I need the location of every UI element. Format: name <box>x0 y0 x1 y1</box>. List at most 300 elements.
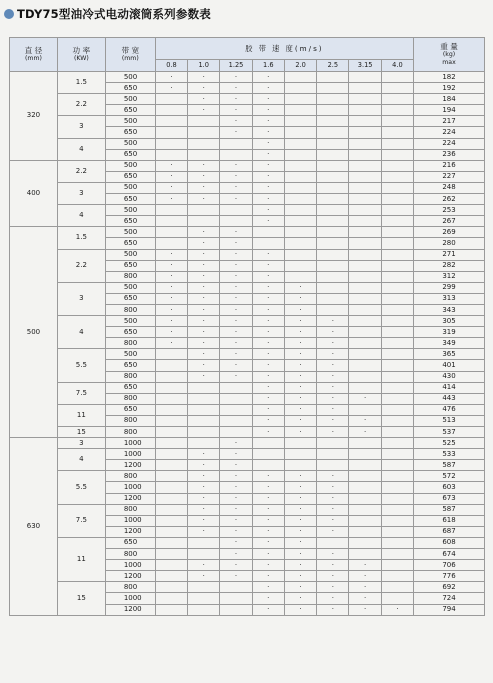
availability-dot: · <box>202 327 205 336</box>
width-cell: 800 <box>105 393 155 404</box>
speed-cell <box>381 282 413 293</box>
speed-cell <box>284 504 316 515</box>
width-cell: 650 <box>105 194 155 205</box>
power-cell: 7.5 <box>57 504 105 537</box>
availability-dot: · <box>267 360 270 369</box>
availability-dot: · <box>202 360 205 369</box>
speed-cell <box>188 216 220 227</box>
speed-cell <box>381 194 413 205</box>
availability-dot: · <box>364 593 367 602</box>
title-row <box>4 6 211 22</box>
diameter-cell: 500 <box>10 227 58 438</box>
speed-cell <box>284 482 316 493</box>
speed-cell <box>284 260 316 271</box>
availability-dot: · <box>170 338 173 347</box>
availability-dot: · <box>267 261 270 270</box>
speed-cell <box>188 316 220 327</box>
weight-cell: 192 <box>414 83 485 94</box>
speed-cell <box>381 249 413 260</box>
speed-cell <box>349 338 381 349</box>
availability-dot: · <box>299 427 302 436</box>
speed-cell <box>381 415 413 426</box>
availability-dot: · <box>170 172 173 181</box>
speed-cell <box>381 105 413 116</box>
speed-header-3: 1.6 <box>252 60 284 72</box>
speed-cell <box>381 382 413 393</box>
speed-cell <box>284 304 316 315</box>
availability-dot: · <box>267 505 270 514</box>
speed-cell <box>188 438 220 449</box>
speed-cell <box>220 138 252 149</box>
weight-cell: 365 <box>414 349 485 360</box>
width-cell: 650 <box>105 382 155 393</box>
availability-dot: · <box>299 349 302 358</box>
weight-cell: 776 <box>414 571 485 582</box>
speed-cell <box>349 72 381 83</box>
width-cell: 1000 <box>105 449 155 460</box>
speed-header-5: 2.5 <box>317 60 349 72</box>
header-diameter-unit: (mm) <box>25 55 42 63</box>
availability-dot: · <box>234 172 238 181</box>
availability-dot: · <box>299 383 302 392</box>
weight-cell: 587 <box>414 504 485 515</box>
page-title: TDY75型油冷式电动滚筒系列参数表 <box>17 7 211 21</box>
speed-cell <box>381 493 413 504</box>
weight-cell: 282 <box>414 260 485 271</box>
speed-cell <box>252 249 284 260</box>
speed-cell <box>349 549 381 560</box>
speed-cell <box>284 571 316 582</box>
speed-cell <box>284 127 316 138</box>
availability-dot: · <box>234 471 238 480</box>
speed-cell <box>188 482 220 493</box>
speed-cell <box>252 560 284 571</box>
speed-cell <box>188 382 220 393</box>
weight-cell: 673 <box>414 493 485 504</box>
speed-cell <box>381 338 413 349</box>
table-row <box>10 116 485 127</box>
speed-cell <box>220 371 252 382</box>
availability-dot: · <box>299 372 302 381</box>
speed-cell <box>381 94 413 105</box>
availability-dot: · <box>267 205 270 214</box>
speed-cell <box>188 249 220 260</box>
speed-cell <box>349 304 381 315</box>
table-row <box>10 249 485 260</box>
speed-cell <box>284 471 316 482</box>
speed-cell <box>252 415 284 426</box>
availability-dot: · <box>267 427 270 436</box>
availability-dot: · <box>202 494 205 503</box>
speed-cell <box>155 160 187 171</box>
weight-cell: 608 <box>414 537 485 548</box>
speed-cell <box>188 360 220 371</box>
speed-cell <box>220 560 252 571</box>
speed-cell <box>317 327 349 338</box>
speed-cell <box>188 560 220 571</box>
weight-cell: 430 <box>414 371 485 382</box>
width-cell: 650 <box>105 537 155 548</box>
header-weight-note: max <box>442 59 456 67</box>
availability-dot: · <box>267 183 270 192</box>
width-cell: 650 <box>105 171 155 182</box>
availability-dot: · <box>267 283 270 292</box>
speed-cell <box>317 149 349 160</box>
speed-cell <box>155 327 187 338</box>
speed-cell <box>155 94 187 105</box>
availability-dot: · <box>267 372 270 381</box>
speed-cell <box>155 338 187 349</box>
width-cell: 650 <box>105 360 155 371</box>
width-cell: 500 <box>105 72 155 83</box>
speed-cell <box>349 205 381 216</box>
speed-cell <box>381 515 413 526</box>
speed-cell <box>317 537 349 548</box>
availability-dot: · <box>170 305 173 314</box>
availability-dot: · <box>299 338 302 347</box>
table-row <box>10 182 485 193</box>
power-cell: 1.5 <box>57 227 105 249</box>
availability-dot: · <box>267 582 270 591</box>
header-diameter-label: 直 径 <box>24 45 43 55</box>
speed-cell <box>284 205 316 216</box>
speed-cell <box>284 593 316 604</box>
speed-cell <box>252 160 284 171</box>
speed-cell <box>220 449 252 460</box>
availability-dot: · <box>299 605 302 614</box>
power-cell: 4 <box>57 449 105 471</box>
availability-dot: · <box>202 283 205 292</box>
speed-cell <box>381 504 413 515</box>
speed-cell <box>317 338 349 349</box>
speed-cell <box>284 549 316 560</box>
weight-cell: 537 <box>414 427 485 438</box>
table-row <box>10 382 485 393</box>
speed-cell <box>252 438 284 449</box>
speed-cell <box>252 371 284 382</box>
width-cell: 500 <box>105 227 155 238</box>
speed-cell <box>381 182 413 193</box>
speed-cell <box>155 515 187 526</box>
availability-dot: · <box>299 471 302 480</box>
availability-dot: · <box>331 560 334 569</box>
speed-cell <box>220 105 252 116</box>
speed-cell <box>155 393 187 404</box>
power-cell: 15 <box>57 582 105 615</box>
availability-dot: · <box>299 360 302 369</box>
table-row <box>10 504 485 515</box>
speed-cell <box>349 449 381 460</box>
speed-cell <box>381 304 413 315</box>
speed-cell <box>349 460 381 471</box>
speed-cell <box>252 549 284 560</box>
speed-cell <box>252 393 284 404</box>
availability-dot: · <box>202 172 205 181</box>
speed-cell <box>381 560 413 571</box>
speed-cell <box>252 338 284 349</box>
speed-cell <box>317 449 349 460</box>
availability-dot: · <box>234 94 238 103</box>
diameter-cell: 630 <box>10 438 58 616</box>
speed-cell <box>188 471 220 482</box>
speed-cell <box>317 227 349 238</box>
speed-cell <box>220 349 252 360</box>
speed-cell <box>349 327 381 338</box>
speed-cell <box>349 194 381 205</box>
availability-dot: · <box>299 516 302 525</box>
table-header <box>10 38 485 72</box>
speed-cell <box>252 482 284 493</box>
availability-dot: · <box>331 571 334 580</box>
speed-cell <box>188 116 220 127</box>
speed-cell <box>188 460 220 471</box>
speed-cell <box>349 149 381 160</box>
speed-cell <box>317 127 349 138</box>
speed-cell <box>349 83 381 94</box>
width-cell: 500 <box>105 182 155 193</box>
speed-cell <box>252 316 284 327</box>
speed-cell <box>220 471 252 482</box>
speed-cell <box>349 171 381 182</box>
availability-dot: · <box>202 250 205 259</box>
diameter-cell: 400 <box>10 160 58 227</box>
speed-cell <box>381 537 413 548</box>
speed-cell <box>220 316 252 327</box>
availability-dot: · <box>234 272 238 281</box>
speed-cell <box>188 194 220 205</box>
availability-dot: · <box>331 338 334 347</box>
availability-dot: · <box>299 593 302 602</box>
width-cell: 1000 <box>105 482 155 493</box>
speed-header-4: 2.0 <box>284 60 316 72</box>
availability-dot: · <box>267 161 270 170</box>
availability-dot: · <box>267 538 270 547</box>
availability-dot: · <box>331 593 334 602</box>
weight-cell: 182 <box>414 72 485 83</box>
speed-cell <box>155 182 187 193</box>
header-width <box>105 38 155 72</box>
speed-cell <box>155 349 187 360</box>
width-cell: 1000 <box>105 515 155 526</box>
speed-cell <box>252 349 284 360</box>
width-cell: 650 <box>105 105 155 116</box>
speed-cell <box>155 582 187 593</box>
speed-cell <box>284 493 316 504</box>
speed-cell <box>284 537 316 548</box>
availability-dot: · <box>234 560 238 569</box>
width-cell: 800 <box>105 504 155 515</box>
speed-cell <box>252 593 284 604</box>
speed-cell <box>252 537 284 548</box>
weight-cell: 313 <box>414 293 485 304</box>
availability-dot: · <box>331 527 334 536</box>
width-cell: 650 <box>105 149 155 160</box>
speed-cell <box>349 260 381 271</box>
width-cell: 800 <box>105 471 155 482</box>
width-cell: 500 <box>105 349 155 360</box>
speed-cell <box>188 526 220 537</box>
table-row <box>10 537 485 548</box>
speed-cell <box>317 571 349 582</box>
width-cell: 800 <box>105 271 155 282</box>
availability-dot: · <box>331 327 334 336</box>
power-cell: 3 <box>57 116 105 138</box>
power-cell: 5.5 <box>57 349 105 382</box>
width-cell: 650 <box>105 404 155 415</box>
availability-dot: · <box>234 494 238 503</box>
speed-cell <box>155 549 187 560</box>
availability-dot: · <box>202 505 205 514</box>
speed-cell <box>188 493 220 504</box>
weight-cell: 603 <box>414 482 485 493</box>
availability-dot: · <box>234 238 238 247</box>
speed-cell <box>252 216 284 227</box>
speed-cell <box>381 582 413 593</box>
speed-cell <box>284 438 316 449</box>
table-row <box>10 404 485 415</box>
speed-cell <box>155 260 187 271</box>
speed-cell <box>155 427 187 438</box>
weight-cell: 216 <box>414 160 485 171</box>
speed-cell <box>381 160 413 171</box>
availability-dot: · <box>170 183 173 192</box>
availability-dot: · <box>299 494 302 503</box>
speed-cell <box>220 216 252 227</box>
availability-dot: · <box>267 305 270 314</box>
header-weight-unit: (kg) <box>442 51 456 59</box>
speed-cell <box>155 238 187 249</box>
availability-dot: · <box>234 161 238 170</box>
speed-cell <box>220 327 252 338</box>
weight-cell: 184 <box>414 94 485 105</box>
weight-cell: 572 <box>414 471 485 482</box>
speed-cell <box>284 160 316 171</box>
speed-cell <box>220 194 252 205</box>
speed-cell <box>220 227 252 238</box>
speed-cell <box>220 171 252 182</box>
speed-cell <box>188 127 220 138</box>
speed-cell <box>284 227 316 238</box>
availability-dot: · <box>202 449 205 458</box>
speed-cell <box>381 127 413 138</box>
availability-dot: · <box>170 194 173 203</box>
table-row <box>10 316 485 327</box>
speed-cell <box>317 182 349 193</box>
availability-dot: · <box>267 560 270 569</box>
weight-cell: 319 <box>414 327 485 338</box>
speed-cell <box>349 227 381 238</box>
power-cell: 3 <box>57 438 105 449</box>
speed-cell <box>284 94 316 105</box>
speed-cell <box>252 105 284 116</box>
speed-cell <box>381 393 413 404</box>
speed-cell <box>188 415 220 426</box>
speed-cell <box>155 271 187 282</box>
width-cell: 650 <box>105 238 155 249</box>
speed-cell <box>349 127 381 138</box>
speed-cell <box>220 293 252 304</box>
availability-dot: · <box>331 605 334 614</box>
speed-cell <box>220 182 252 193</box>
weight-cell: 401 <box>414 360 485 371</box>
speed-cell <box>284 194 316 205</box>
availability-dot: · <box>170 283 173 292</box>
speed-cell <box>284 349 316 360</box>
speed-cell <box>284 116 316 127</box>
speed-cell <box>284 182 316 193</box>
header-diameter <box>10 38 58 72</box>
availability-dot: · <box>234 128 238 137</box>
availability-dot: · <box>331 505 334 514</box>
header-width-label: 带 宽 <box>121 45 140 55</box>
availability-dot: · <box>299 505 302 514</box>
availability-dot: · <box>170 161 173 170</box>
availability-dot: · <box>202 294 205 303</box>
width-cell: 800 <box>105 338 155 349</box>
speed-cell <box>252 404 284 415</box>
availability-dot: · <box>267 349 270 358</box>
speed-cell <box>155 249 187 260</box>
availability-dot: · <box>299 549 302 558</box>
speed-cell <box>317 493 349 504</box>
availability-dot: · <box>299 305 302 314</box>
speed-cell <box>220 571 252 582</box>
speed-cell <box>317 94 349 105</box>
speed-cell <box>188 293 220 304</box>
availability-dot: · <box>234 460 238 469</box>
speed-cell <box>284 105 316 116</box>
availability-dot: · <box>299 527 302 536</box>
availability-dot: · <box>234 250 238 259</box>
speed-cell <box>188 304 220 315</box>
speed-cell <box>188 260 220 271</box>
availability-dot: · <box>267 338 270 347</box>
speed-header-7: 4.0 <box>381 60 413 72</box>
availability-dot: · <box>234 338 238 347</box>
weight-cell: 476 <box>414 404 485 415</box>
speed-cell <box>284 72 316 83</box>
speed-cell <box>317 171 349 182</box>
header-width-unit: (mm) <box>121 55 139 63</box>
speed-cell <box>349 515 381 526</box>
availability-dot: · <box>267 83 270 92</box>
availability-dot: · <box>299 405 302 414</box>
speed-cell <box>284 238 316 249</box>
availability-dot: · <box>202 227 205 236</box>
speed-cell <box>252 526 284 537</box>
speed-cell <box>381 205 413 216</box>
speed-cell <box>317 549 349 560</box>
weight-cell: 194 <box>414 105 485 116</box>
speed-cell <box>284 415 316 426</box>
availability-dot: · <box>234 83 238 92</box>
availability-dot: · <box>299 283 302 292</box>
availability-dot: · <box>267 139 270 148</box>
power-cell: 2.2 <box>57 249 105 282</box>
speed-cell <box>155 216 187 227</box>
weight-cell: 271 <box>414 249 485 260</box>
availability-dot: · <box>299 538 302 547</box>
speed-cell <box>317 404 349 415</box>
speed-cell <box>317 415 349 426</box>
speed-cell <box>155 560 187 571</box>
table-row <box>10 471 485 482</box>
availability-dot: · <box>267 128 270 137</box>
speed-cell <box>220 593 252 604</box>
speed-cell <box>155 438 187 449</box>
weight-cell: 312 <box>414 271 485 282</box>
speed-cell <box>252 271 284 282</box>
